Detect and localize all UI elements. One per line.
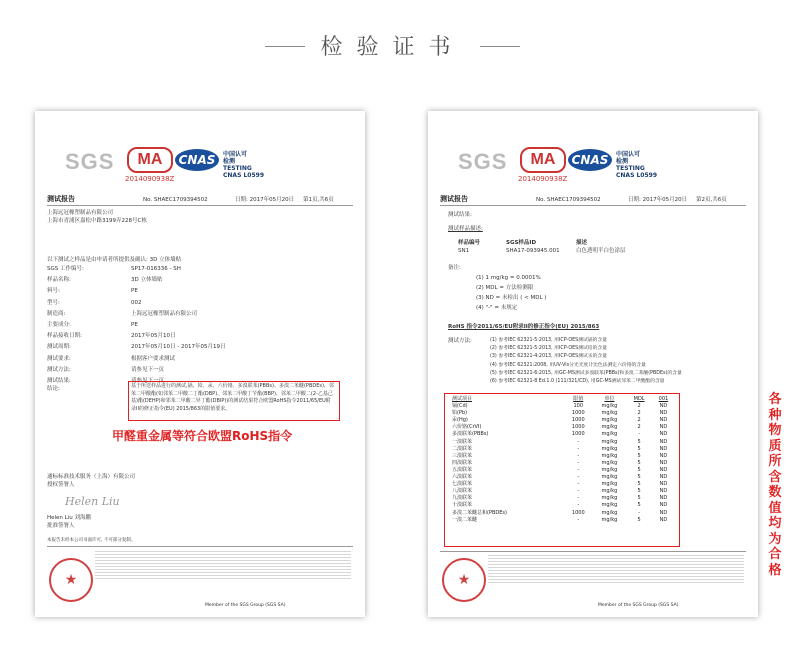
table-cell: 5 (637, 445, 641, 452)
method-label: 测试方法: (448, 338, 472, 344)
table-cell: mg/kg (601, 495, 618, 502)
field-row: 料号: PE (47, 288, 138, 295)
copy-notice: 本报告未经本公司书面许可, 不可部分复制。 (47, 538, 136, 543)
table-cell: mg/kg (601, 424, 618, 431)
table-cell: - (577, 438, 580, 445)
notes-label: 备注: (448, 265, 461, 271)
table-cell: - (638, 509, 640, 516)
conclusion-text: 基于所送样品进行的测试,镉、铅、汞、六价铬、多溴联苯(PBBs)、多溴二苯醚(PBDEs)、邻苯二甲酸酯(如邻苯二甲酸二丁酯(DBP)、邻苯二甲酸丁苄酯(BBP)、邻苯二甲酸二(2-乙基己基)酯(DEHP)和邻苯二甲酸二异丁酯(DBIP))的测试结果符合欧盟RoHS指令2011/65/EU附录II的修正指令(EU) 2015/863的限值要求。 (131, 383, 334, 412)
table-cell: 四溴联苯 (452, 459, 473, 466)
table-cell: 二溴联苯 (452, 445, 473, 452)
table-cell: 5 (637, 516, 641, 523)
table-cell: 2 (637, 417, 641, 424)
field-row: 型号: 002 (47, 299, 142, 306)
page-number: 第1页,共6页 (303, 197, 334, 203)
signature: Helen Liu (65, 495, 120, 508)
table-cell: - (577, 445, 580, 452)
table-row (450, 502, 675, 509)
table-row (450, 495, 675, 502)
table-cell: - (577, 452, 580, 459)
sample-desc-label: 测试样品描述: (448, 226, 483, 232)
address-block: 上海远冠橡塑制品有限公司 上海市青浦区嘉松中路3199弄228号C栋 (47, 210, 147, 224)
table-cell: ND (659, 459, 668, 466)
table-cell: 5 (637, 495, 641, 502)
table-cell: 镉(Cd) (452, 403, 468, 410)
table-cell: ND (659, 495, 668, 502)
header-rule-left (265, 46, 305, 47)
cma-number: 2014090938Z (518, 175, 568, 183)
sgs-logo: SGS (458, 149, 508, 174)
table-cell: 八溴联苯 (452, 488, 473, 495)
table-cell: mg/kg (601, 459, 618, 466)
table-cell: ND (659, 403, 668, 410)
sgs-logo: SGS (65, 149, 115, 174)
table-cell: ND (659, 466, 668, 473)
table-cell: ND (659, 488, 668, 495)
section-header (0, 30, 790, 60)
table-cell: 六溴联苯 (452, 474, 473, 481)
table-cell: ND (659, 417, 668, 424)
signoff-block: 通标标准技术服务（上海）有限公司 授权签署人 (47, 474, 136, 488)
report-title: 测试报告 (440, 195, 468, 203)
table-cell: mg/kg (601, 410, 618, 417)
cma-number: 2014090938Z (125, 175, 175, 183)
table-cell: mg/kg (601, 417, 618, 424)
header-rule-right (480, 46, 520, 47)
field-row: SGS 工作编号: SP17-016336 - SH (47, 266, 181, 272)
table-row (450, 439, 675, 446)
table-cell: mg/kg (601, 403, 618, 410)
sample-intro: 以下测试之样品是由申请者所提供及确认: 3D 立体墙贴 (47, 257, 182, 263)
table-cell: - (577, 466, 580, 473)
table-cell: 汞(Hg) (452, 417, 468, 424)
footer-member: Member of the SGS Group (SGS SA) (205, 603, 286, 608)
table-row (450, 460, 675, 467)
table-cell: 九溴联苯 (452, 495, 473, 502)
table-cell: 一溴二苯醚 (452, 516, 478, 523)
table-row (450, 446, 675, 453)
table-cell: mg/kg (601, 466, 618, 473)
table-cell: 十溴联苯 (452, 502, 473, 509)
table-cell: mg/kg (601, 509, 618, 516)
table-row (450, 431, 675, 438)
cma-logo: MA (520, 147, 566, 173)
cma-logo: MA (127, 147, 173, 173)
rohs-title: RoHS 指令2011/65/EU附录II的修正指令(EU) 2015/863 (448, 324, 600, 330)
signer-block: Helen Liu 刘海鹏 批准签署人 (47, 515, 91, 529)
field-row: 测试方法: 请参见下一页 (47, 366, 165, 373)
table-cell: 五溴联苯 (452, 466, 473, 473)
table-cell: ND (659, 424, 668, 431)
results-table (450, 396, 675, 524)
notes-list: (1) 1 mg/kg = 0.0001% (2) MDL = 方法检测限 (3) ND = 未检出 ( < MDL ) (4) "-" = 未规定 (476, 275, 547, 311)
table-cell: - (577, 495, 580, 502)
table-cell: - (577, 459, 580, 466)
field-row: 测试结果: 请参见下一页 (47, 378, 165, 385)
table-cell: 1000 (571, 431, 585, 438)
report-date: 日期: 2017年05月20日 (628, 197, 688, 203)
table-cell: 六价铬(CrVI) (452, 424, 482, 431)
table-cell: 100 (573, 403, 584, 410)
rohs-annotation: 甲醛重金属等符合欧盟RoHS指令 (112, 429, 293, 443)
table-row (450, 510, 675, 517)
table-row (450, 517, 675, 524)
table-row (450, 403, 675, 410)
table-row (450, 417, 675, 424)
table-cell: 一溴联苯 (452, 438, 473, 445)
table-cell: 5 (637, 452, 641, 459)
cnas-caption: 中国认可 检测 TESTING CNAS L0599 (616, 151, 658, 179)
conclusion-label: 结论: (47, 386, 60, 392)
results-label: 测试结果: (448, 212, 472, 218)
table-cell: mg/kg (601, 481, 618, 488)
table-cell: 多溴二苯醚总和(PBDEs) (452, 509, 507, 516)
table-cell: ND (659, 431, 668, 438)
field-row: 测试周期: 2017年05月10日 - 2017年05月19日 (47, 344, 226, 351)
table-cell: ND (659, 502, 668, 509)
table-cell: 2 (637, 424, 641, 431)
cnas-caption: 中国认可 检测 TESTING CNAS L0599 (223, 151, 265, 179)
table-cell: 七溴联苯 (452, 481, 473, 488)
field-row: 样品接收日期: 2017年05月10日 (47, 333, 176, 340)
sample-fields (47, 264, 225, 387)
table-cell: ND (659, 474, 668, 481)
table-cell: 1000 (571, 424, 585, 431)
table-cell: 多溴联苯(PBBs) (452, 431, 489, 438)
table-cell: - (577, 516, 580, 523)
table-cell: 5 (637, 438, 641, 445)
cnas-logo: CNAS (568, 149, 612, 171)
results-annotation: 各 种 物 质 所 含 数 值 均 为 合 格 (768, 392, 782, 578)
field-row: 制造商: 上海远冠橡塑制品有限公司 (47, 310, 198, 317)
table-cell: mg/kg (601, 452, 618, 459)
table-row (450, 453, 675, 460)
table-header: 测试项目 限值 单位 MDL 001 (452, 396, 669, 402)
field-row: 主要成分: PE (47, 322, 138, 329)
sample-table-row: SN1 SHA17-093945.001 白色透明半白色涂层 (458, 248, 626, 254)
table-cell: mg/kg (601, 438, 618, 445)
certificate-page-2 (428, 111, 758, 617)
table-cell: 1000 (571, 417, 585, 424)
table-cell: - (577, 481, 580, 488)
table-cell: 2 (637, 403, 641, 410)
table-cell: ND (659, 445, 668, 452)
table-cell: 三溴联苯 (452, 452, 473, 459)
table-cell: 5 (637, 481, 641, 488)
divider (440, 551, 746, 552)
table-cell: 5 (637, 488, 641, 495)
legal-fine-print (95, 551, 351, 579)
table-cell: ND (659, 516, 668, 523)
table-cell: ND (659, 452, 668, 459)
sample-table-head: 样品编号 SGS样品ID 描述 (458, 240, 588, 246)
divider (47, 546, 353, 547)
table-cell: 1000 (571, 509, 585, 516)
table-cell: ND (659, 481, 668, 488)
table-cell: mg/kg (601, 474, 618, 481)
table-row (450, 488, 675, 495)
table-cell: - (577, 502, 580, 509)
table-cell: - (638, 431, 640, 438)
company-seal-icon: ★ (49, 558, 93, 602)
legal-fine-print (488, 555, 744, 583)
report-number: No. SHAEC1709394502 (143, 197, 208, 203)
divider (47, 205, 353, 206)
section-title: 检验证书 (320, 35, 465, 60)
table-cell: - (577, 488, 580, 495)
field-row: 样品名称: 3D 立体墙贴 (47, 277, 163, 284)
table-cell: 5 (637, 459, 641, 466)
table-cell: mg/kg (601, 431, 618, 438)
divider (440, 205, 746, 206)
table-cell: mg/kg (601, 488, 618, 495)
certificate-page-1 (35, 111, 365, 617)
report-number: No. SHAEC1709394502 (536, 197, 601, 203)
footer-member: Member of the SGS Group (SGS SA) (598, 603, 679, 608)
page-number: 第2页,共6页 (696, 197, 727, 203)
field-row: 测试要求: 根据客户要求测试 (47, 355, 176, 362)
table-cell: 2 (637, 410, 641, 417)
table-row (450, 410, 675, 417)
report-date: 日期: 2017年05月20日 (235, 197, 295, 203)
table-cell: 5 (637, 466, 641, 473)
table-body (450, 403, 675, 524)
methods-list: (1) 参考IEC 62321-5:2013, 用ICP-OES测试镉的含量 (2) 参考IEC 62321-5:2013, 用ICP-OES测试铅的含量 (3) 参考IEC 62321-4:2013, 用ICP-OES测试汞的含量 (4) 参考IEC 62321:2008, 用UV-Vis分光光度计比色法测定六价铬的含量 (5) 参考IEC 62321-6:2015, 用GC-MS测试多溴联苯(PBBs)和多溴二苯醚(PBDEs)的含量 (6) 参考IEC 62321-8 Ed.1.0 (111/321/CD), 用GC-MS测试邻苯二甲酸酯的含量 (490, 338, 682, 385)
company-seal-icon: ★ (442, 558, 486, 602)
table-cell: ND (659, 410, 668, 417)
table-row (450, 474, 675, 481)
table-cell: 5 (637, 474, 641, 481)
table-cell: mg/kg (601, 445, 618, 452)
report-title: 测试报告 (47, 195, 75, 203)
table-cell: ND (659, 438, 668, 445)
cnas-logo: CNAS (175, 149, 219, 171)
table-cell: mg/kg (601, 516, 618, 523)
table-cell: 铅(Pb) (452, 410, 468, 417)
table-row (450, 467, 675, 474)
table-cell: 5 (637, 502, 641, 509)
table-cell: - (577, 474, 580, 481)
table-cell: ND (659, 509, 668, 516)
table-row (450, 481, 675, 488)
table-cell: mg/kg (601, 502, 618, 509)
table-cell: 1000 (571, 410, 585, 417)
